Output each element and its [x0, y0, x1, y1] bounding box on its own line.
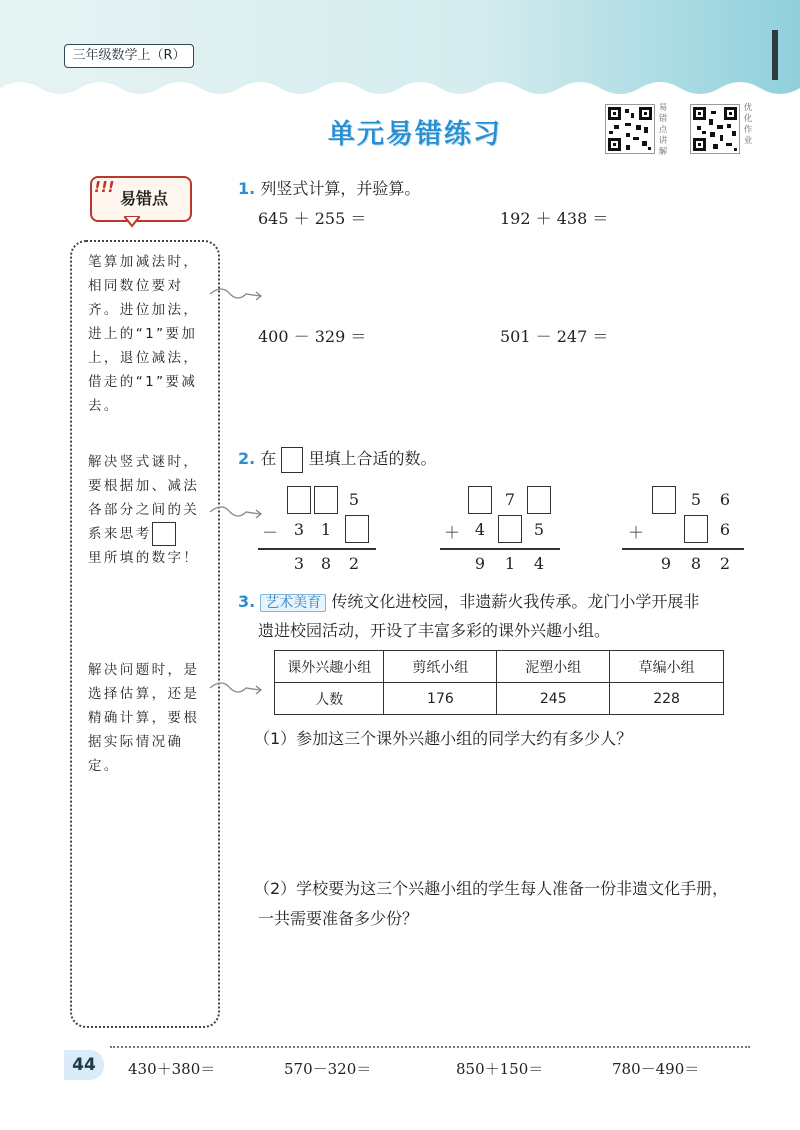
puzzle3-rule — [622, 548, 744, 550]
page-number: 44 — [64, 1050, 104, 1080]
q3-intro-line1 — [238, 589, 758, 612]
qr-label-error-explain: 易错点讲解 — [658, 103, 668, 157]
q1-equation-4: 501 － 247 ＝ — [500, 327, 609, 346]
q3-intro-line2: 遗进校园活动，开设了丰富多彩的课外兴趣小组。 — [258, 621, 611, 640]
footer-equation-1: 430＋380＝ — [128, 1060, 216, 1078]
blank-box-icon — [152, 522, 176, 546]
puzzle3-blank-tens[interactable] — [684, 515, 708, 543]
puzzle1-result-1: 3 — [293, 554, 305, 573]
puzzle3-operator: ＋ — [627, 523, 644, 542]
qr-code-error-explain[interactable] — [605, 104, 655, 154]
q1-equation-3: 400 － 329 ＝ — [258, 327, 367, 346]
puzzle2-rule — [440, 548, 560, 550]
table-header-cell: 课外兴趣小组 — [275, 651, 384, 683]
puzzle1-blank-hundreds[interactable] — [287, 486, 311, 514]
tip-word-problem: 解决问题时，是选择估算，还是精确计算，要根据实际情况确定。 — [88, 662, 200, 774]
puzzle2-operator: ＋ — [443, 523, 460, 542]
puzzle1-operator: － — [261, 523, 278, 542]
q3-number: 3. — [238, 592, 256, 611]
tip-vertical-puzzle-end: 里所填的数字！ — [88, 550, 200, 566]
table-header-cell: 草编小组 — [610, 651, 724, 683]
puzzle3-result-2: 8 — [690, 554, 702, 573]
qr-label-optimized-homework: 优化作业 — [743, 103, 753, 146]
qr-code-optimized-homework[interactable] — [690, 104, 740, 154]
footer-equation-2: 570－320＝ — [284, 1060, 372, 1078]
footer-equation-4: 780－490＝ — [612, 1060, 700, 1078]
puzzle1-rule — [258, 548, 376, 550]
q3-sub-question-2-line2: 一共需要准备多少份？ — [258, 909, 419, 928]
puzzle2-mid-digit-2: 5 — [533, 520, 545, 539]
exclamation-icon: !!! — [94, 178, 115, 196]
puzzle3-mid-digit-1: 6 — [719, 520, 731, 539]
puzzle3-result-1: 9 — [660, 554, 672, 573]
footer-divider — [110, 1046, 750, 1048]
interest-group-table — [274, 650, 724, 715]
q1-equation-1: 645 ＋ 255 ＝ — [258, 209, 367, 228]
puzzle2-blank-hundreds[interactable] — [468, 486, 492, 514]
tip-addition-subtraction: 笔算加减法时，相同数位要对齐。进位加法，进上的“1”要加上，退位减法，借走的“1”要减去。 — [88, 254, 200, 414]
puzzle2-blank-tens[interactable] — [498, 515, 522, 543]
table-cell: 176 — [384, 683, 497, 715]
table-cell: 228 — [610, 683, 724, 715]
puzzle2-blank-ones[interactable] — [527, 486, 551, 514]
blank-box-icon — [281, 447, 303, 473]
tip-vertical-puzzle-text: 解决竖式谜时，要根据加、减法各部分之间的关系来思考 — [88, 454, 200, 542]
puzzle3-top-digit-2: 6 — [719, 490, 731, 509]
connector-arrow-1-icon — [208, 282, 264, 306]
puzzle1-result-2: 8 — [320, 554, 332, 573]
puzzle1-result-3: 2 — [348, 554, 360, 573]
q3-sub-question-1: （1）参加这三个课外兴趣小组的同学大约有多少人？ — [254, 729, 633, 748]
footer-equation-3: 850＋150＝ — [456, 1060, 544, 1078]
q1-number: 1. — [238, 179, 256, 198]
puzzle2-result-3: 4 — [533, 554, 545, 573]
table-row — [275, 683, 724, 715]
puzzle1-blank-tens[interactable] — [314, 486, 338, 514]
q3-sub-question-2-line1: （2）学校要为这三个兴趣小组的学生每人准备一份非遗文化手册， — [254, 879, 729, 898]
q2-heading — [238, 446, 437, 473]
page-title: 单元易错练习 — [328, 119, 502, 150]
puzzle3-blank-hundreds[interactable] — [652, 486, 676, 514]
q2-prompt-start: 在 — [260, 449, 277, 468]
q3-intro-text-1: 传统文化进校园，非遗薪火我传承。龙门小学开展非 — [331, 592, 700, 611]
puzzle1-top-digit: 5 — [348, 490, 360, 509]
q1-prompt: 列竖式计算，并验算。 — [260, 179, 421, 198]
table-header-row — [275, 651, 724, 683]
book-label: 三年级数学上（R） — [64, 44, 194, 68]
table-header-cell: 剪纸小组 — [384, 651, 497, 683]
puzzle2-top-digit: 7 — [504, 490, 516, 509]
q1-heading — [238, 176, 420, 199]
tip-vertical-puzzle — [88, 450, 208, 570]
badge-pointer — [124, 216, 140, 228]
table-cell: 245 — [497, 683, 610, 715]
table-row-label: 人数 — [275, 683, 384, 715]
puzzle2-result-1: 9 — [474, 554, 486, 573]
puzzle1-blank-ones[interactable] — [345, 515, 369, 543]
puzzle2-result-2: 1 — [504, 554, 516, 573]
puzzle2-mid-digit-1: 4 — [474, 520, 486, 539]
connector-arrow-2-icon — [208, 500, 264, 524]
table-header-cell: 泥塑小组 — [497, 651, 610, 683]
puzzle3-top-digit-1: 5 — [690, 490, 702, 509]
art-education-tag: 艺术美育 — [260, 594, 326, 612]
badge-label: 易错点 — [120, 189, 169, 208]
q1-equation-2: 192 ＋ 438 ＝ — [500, 209, 609, 228]
connector-arrow-3-icon — [208, 676, 264, 700]
puzzle1-mid-digit-1: 3 — [293, 520, 305, 539]
puzzle3-result-3: 2 — [719, 554, 731, 573]
q2-prompt-end: 里填上合适的数。 — [308, 449, 437, 468]
puzzle1-mid-digit-2: 1 — [320, 520, 332, 539]
q2-number: 2. — [238, 449, 256, 468]
